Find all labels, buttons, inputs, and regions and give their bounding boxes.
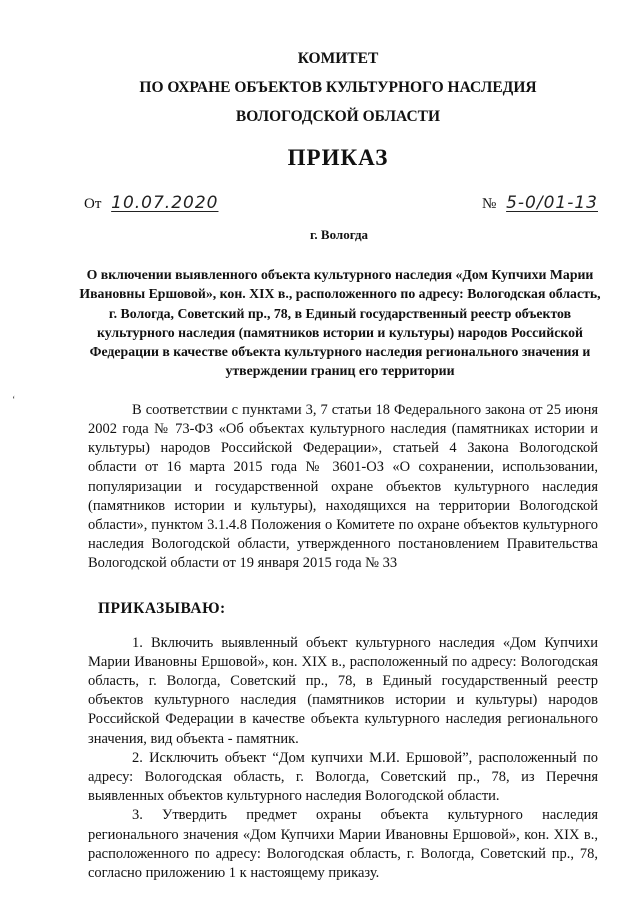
issuer-line-1: КОМИТЕТ [297,50,379,67]
margin-mark: ʻ [12,395,16,406]
decree-heading: ПРИКАЗЫВАЮ: [98,599,226,617]
order-item-1: 1. Включить выявленный объект культурного наследия «Дом Купчихи Марии Ивановны Ершовой», кон. XIX в., расположенный по адресу: Вологодская область, г. Вологда, Советский пр., 78, в Единый государственный реестр объектов культурного наследия (памятников истории и культуры) народов Российской Федерации в качестве объекта культурного наследия регионального значения, вид объекта - памятник. [88,634,598,747]
number-block [482,193,598,213]
order-item-2: 2. Исключить объект “Дом купчихи М.И. Ершовой”, расположенный по адресу: Вологодская область, г. Вологда, Советский пр., 78, из Перечня выявленных объектов культурного наследия Вологодской области. [88,749,598,805]
issuer-line-2: ПО ОХРАНЕ ОБЪЕКТОВ КУЛЬТУРНОГО НАСЛЕДИЯ [139,79,537,96]
date-block [84,193,218,213]
issuer-line-3: ВОЛОГОДСКОЙ ОБЛАСТИ [235,108,441,125]
order-items [88,634,598,884]
order-item-3: 3. Утвердить предмет охраны объекта культурного наследия регионального значения «Дом Купчихи Марии Ивановны Ершовой», кон. XIX в., расположенного по адресу: Вологодская область, г. Вологда, Советский пр., 78, согласно приложению 1 к настоящему приказу. [88,807,598,882]
number-label: № [482,196,497,212]
date-value: 10.07.2020 [111,193,219,213]
document-title: ПРИКАЗ [287,145,389,170]
order-subject: О включении выявленного объекта культурного наследия «Дом Купчихи Марии Ивановны Ершовой», кон. XIX в., расположенного по адресу: Вологодская область, г. Вологда, Советский пр., 78, в Единый государственный реестр объектов культурного наследия (памятников истории и культуры) народов Российской Федерации в качестве объекта культурного наследия регионального значения и утверждении границ его территории [79,267,601,379]
date-label: От [84,196,102,212]
issuer-header [78,0,598,131]
date-number-row [84,193,598,223]
preamble-paragraph: В соответствии с пунктами 3, 7 статьи 18 Федерального закона от 25 июня 2002 года № 73-ФЗ «Об объектах культурного наследия (памятниках истории и культуры) народов Российской Федерации», статьей 4 Закона Вологодской области от 16 марта 2015 года № 3601-ОЗ «О сохранении, использовании, популяризации и государственной охране объектов культурного наследия (памятников истории и культуры), находящихся на территории Вологодской области», пунктом 3.1.4.8 Положения о Комитете по охране объектов культурного наследия Вологодской области, утвержденного постановлением Правительства Вологодской области от 19 января 2015 года № 33 [88,401,598,572]
number-value: 5-0/01-13 [506,193,598,213]
city-line: г. Вологда [309,227,369,242]
